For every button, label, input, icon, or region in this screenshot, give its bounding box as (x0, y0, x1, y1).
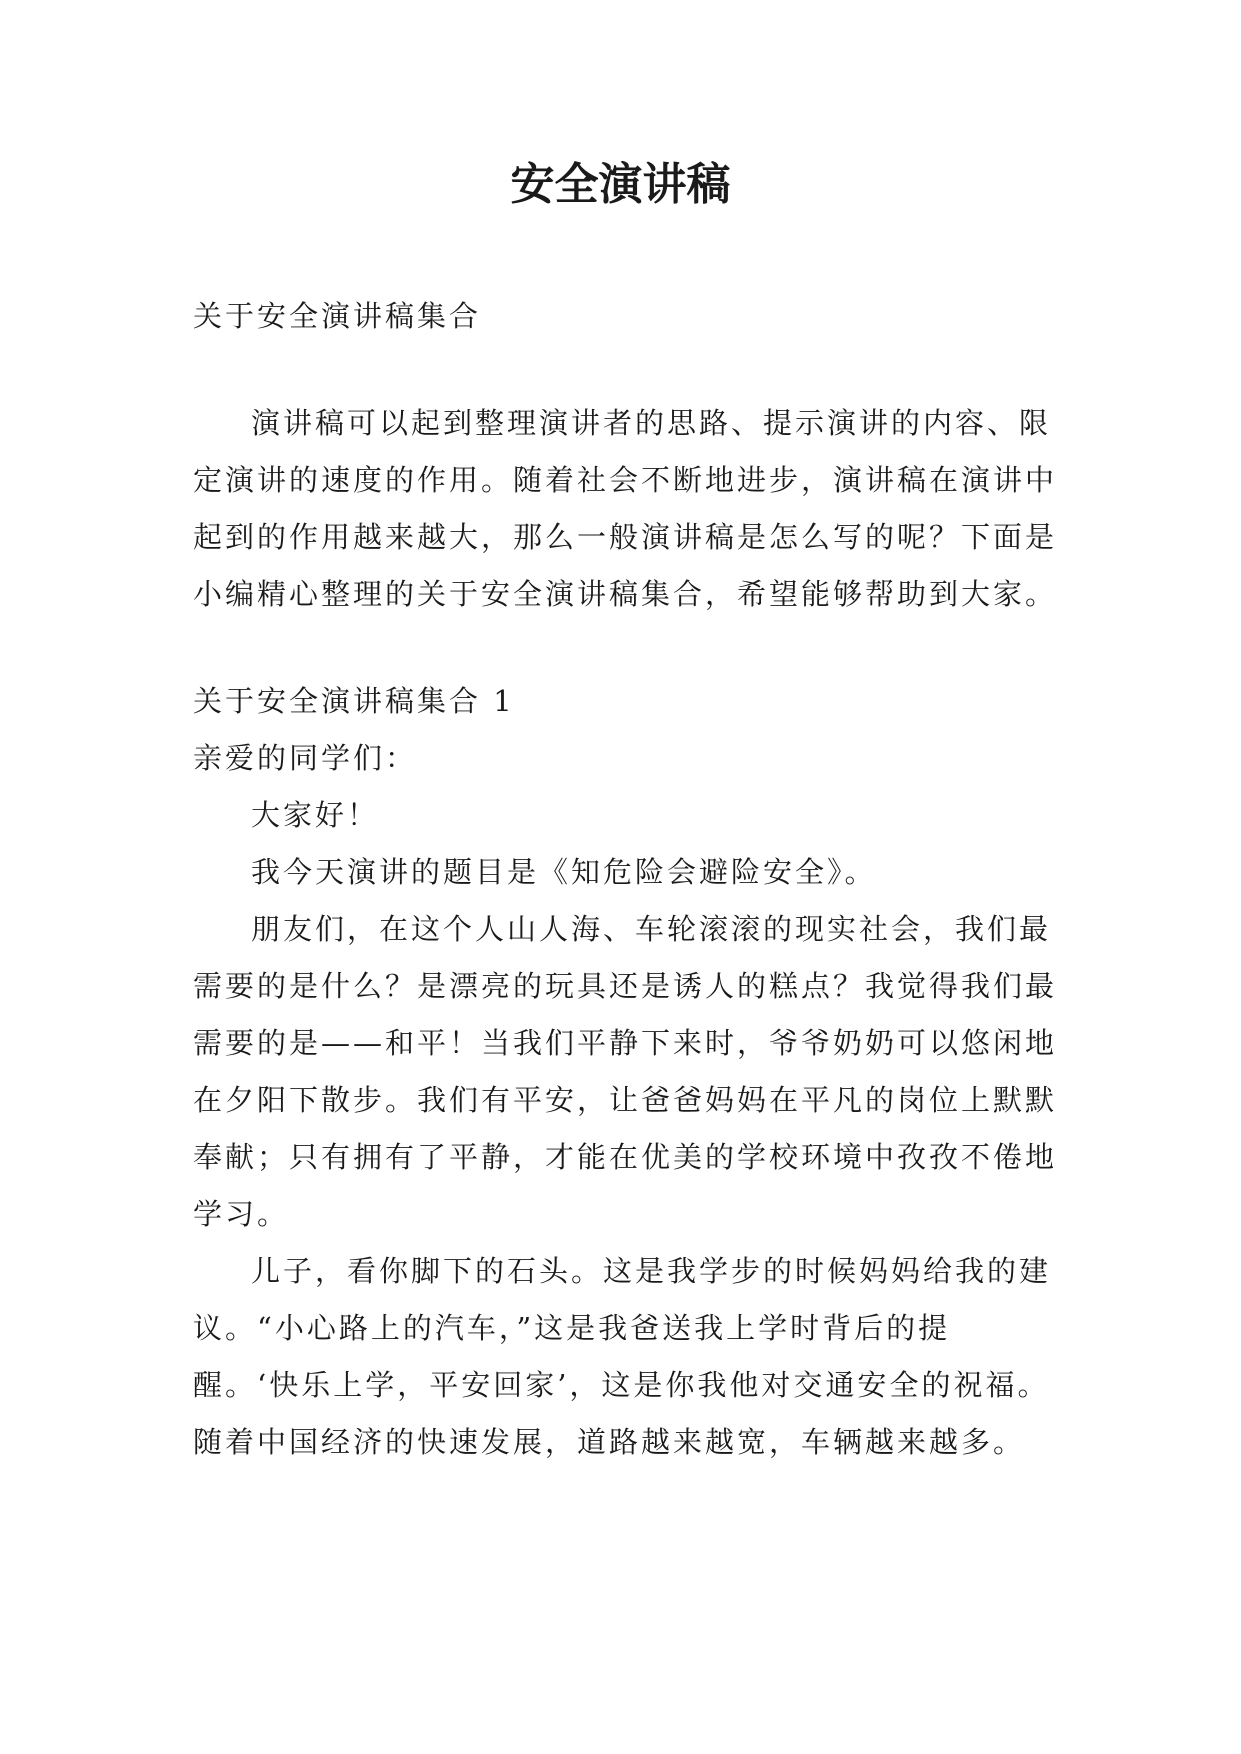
body-paragraph: 朋友们，在这个人山人海、车轮滚滚的现实社会，我们最需要的是什么？是漂亮的玩具还是诱人的糕点？我觉得我们最需要的是——和平！当我们平静下来时，爷爷奶奶可以悠闲地在夕阳下散步。我们有平安，让爸爸妈妈在平凡的岗位上默默奉献；只有拥有了平静，才能在优美的学校环境中孜孜不倦地学习。 (193, 912, 1058, 1231)
body-paragraph: 儿子，看你脚下的石头。这是我学步的时候妈妈给我的建议。“小心路上的汽车，”这是我爸送我上学时背后的提醒。‘快乐上学，平安回家’，这是你我他对交通安全的祝福。随着中国经济的快速发展，道路越来越宽，车辆越来越多。 (193, 1254, 1052, 1459)
salutation: 亲爱的同学们： (193, 741, 418, 775)
greeting: 大家好！ (251, 798, 380, 832)
document-body (193, 288, 1058, 1471)
document-subtitle: 关于安全演讲稿集合 (193, 299, 482, 333)
body-paragraph: 我今天演讲的题目是《知危险会避险安全》。 (251, 855, 877, 889)
document-title: 安全演讲稿 (510, 159, 731, 210)
intro-paragraph: 演讲稿可以起到整理演讲者的思路、提示演讲的内容、限定演讲的速度的作用。随着社会不断地进步，演讲稿在演讲中起到的作用越来越大，那么一般演讲稿是怎么写的呢？下面是小编精心整理的关于安全演讲稿集合，希望能够帮助到大家。 (193, 406, 1058, 611)
section-heading: 关于安全演讲稿集合 1 (193, 684, 515, 718)
